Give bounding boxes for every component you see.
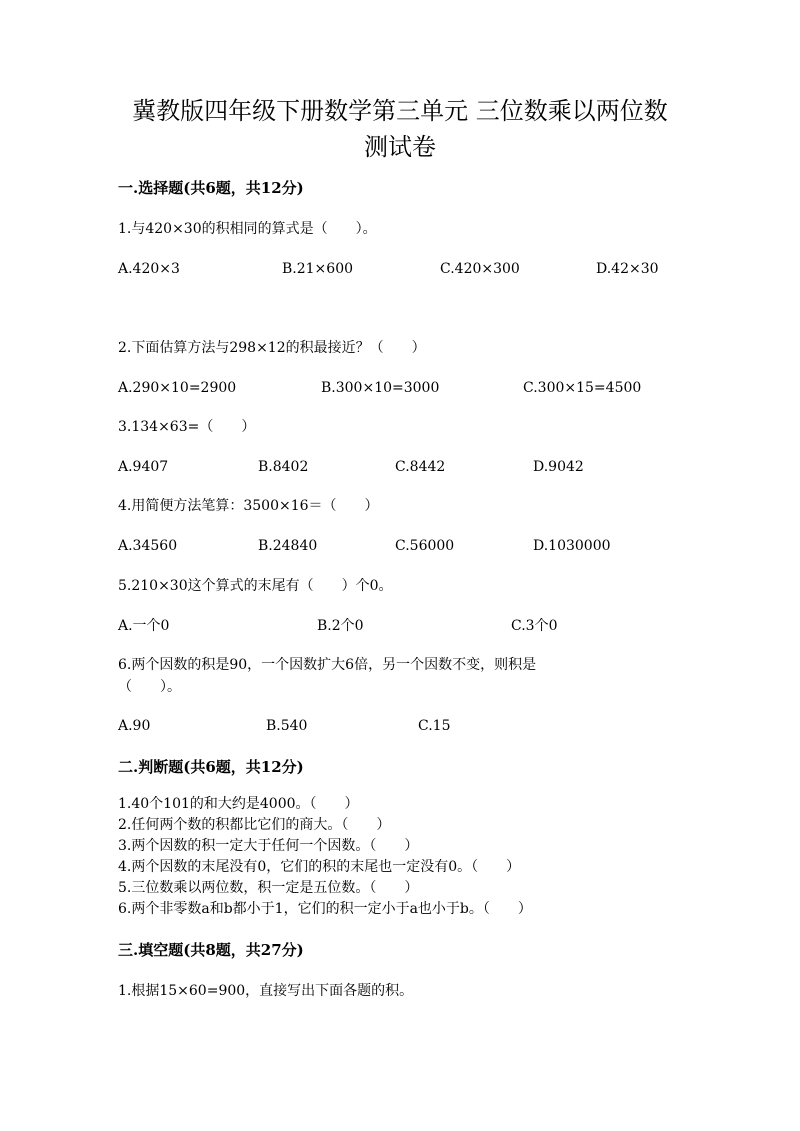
- option-a: A.一个0: [118, 618, 170, 634]
- option-b: B.300×10=3000: [321, 380, 440, 396]
- exam-title-line-2: 测试卷: [364, 133, 436, 161]
- exam-title-line-1: 冀教版四年级下册数学第三单元 三位数乘以两位数: [132, 97, 668, 125]
- option-c: C.3个0: [511, 618, 558, 634]
- option-c: C.56000: [395, 538, 455, 554]
- true-false-item: 2.任何两个数的积都比它们的商大。（ ）: [118, 817, 391, 833]
- section-heading-choice: 一.选择题(共6题，共12分): [118, 179, 304, 197]
- option-c: C.300×15=4500: [523, 380, 642, 396]
- option-d: D.9042: [533, 459, 584, 475]
- question-text: 4.用简便方法笔算：3500×16＝（ ）: [118, 498, 379, 514]
- option-a: A.420×3: [118, 261, 180, 277]
- option-a: A.34560: [118, 538, 178, 554]
- true-false-item: 3.两个因数的积一定大于任何一个因数。（ ）: [118, 838, 419, 854]
- section-heading-fill-in: 三.填空题(共8题，共27分): [118, 941, 304, 959]
- question-text: 3.134×63=（ ）: [118, 419, 256, 435]
- question-text: 6.两个因数的积是90，一个因数扩大6倍，另一个因数不变，则积是: [118, 657, 537, 673]
- question-text-continued: （ ）。: [118, 679, 181, 695]
- option-b: B.540: [266, 718, 308, 734]
- true-false-item: 6.两个非零数a和b都小于1，它们的积一定小于a也小于b。（ ）: [118, 901, 532, 917]
- option-b: B.2个0: [317, 618, 364, 634]
- option-b: B.8402: [258, 459, 309, 475]
- option-b: B.24840: [258, 538, 318, 554]
- option-a: A.90: [118, 718, 151, 734]
- option-c: C.8442: [395, 459, 446, 475]
- option-b: B.21×600: [282, 261, 354, 277]
- section-heading-true-false: 二.判断题(共6题，共12分): [118, 758, 304, 776]
- option-c: C.420×300: [440, 261, 520, 277]
- true-false-item: 1.40个101的和大约是4000。（ ）: [118, 796, 359, 812]
- option-a: A.9407: [118, 459, 169, 475]
- question-text: 1.与420×30的积相同的算式是（ ）。: [118, 221, 377, 237]
- question-text: 2.下面估算方法与298×12的积最接近？（ ）: [118, 340, 426, 356]
- option-d: D.1030000: [533, 538, 611, 554]
- true-false-item: 5.三位数乘以两位数，积一定是五位数。（ ）: [118, 880, 419, 896]
- option-a: A.290×10=2900: [118, 380, 237, 396]
- option-d: D.42×30: [596, 261, 659, 277]
- option-c: C.15: [418, 718, 451, 734]
- question-text: 1.根据15×60=900，直接写出下面各题的积。: [118, 983, 414, 999]
- true-false-item: 4.两个因数的末尾没有0，它们的积的末尾也一定没有0。（ ）: [118, 859, 521, 875]
- question-text: 5.210×30这个算式的末尾有（ ）个0。: [118, 578, 393, 594]
